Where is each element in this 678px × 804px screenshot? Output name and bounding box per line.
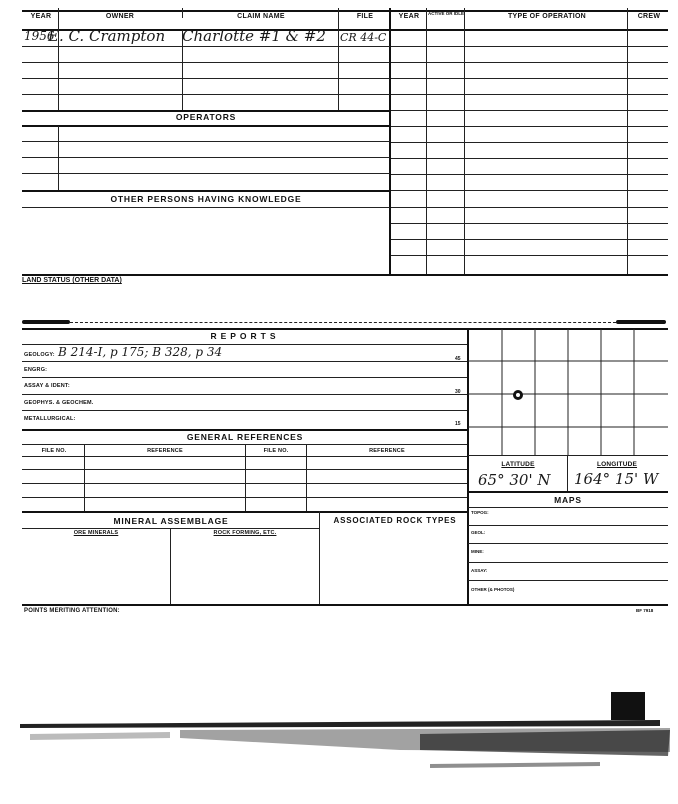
row-line — [391, 255, 668, 256]
maps-assay: ASSAY: — [471, 568, 488, 573]
scale-mark-45: 45 — [455, 356, 461, 362]
row-line — [391, 110, 668, 111]
grid-svg — [468, 329, 668, 455]
location-grid — [468, 329, 668, 455]
report-value-geology: B 214-I, p 175; B 328, p 34 — [58, 345, 223, 359]
divider — [245, 444, 246, 511]
maps-other: OTHER (& PHOTOS) — [471, 587, 515, 592]
row-line — [391, 94, 668, 95]
row-line — [22, 429, 468, 431]
latitude-label: LATITUDE — [501, 461, 535, 468]
divider — [58, 126, 59, 190]
maps-topog: TOPOG: — [471, 510, 489, 515]
header-year: YEAR — [30, 13, 52, 20]
gr-header-reference-2: REFERENCE — [369, 448, 405, 454]
row-line — [391, 223, 668, 224]
row-line — [22, 62, 390, 63]
divider — [182, 8, 183, 18]
header-crew: CREW — [637, 13, 661, 20]
mineral-assemblage-title: MINERAL ASSEMBLAGE — [113, 516, 229, 526]
row-line — [70, 322, 616, 323]
gr-header-reference-1: REFERENCE — [147, 448, 183, 454]
row-line — [391, 126, 668, 127]
row-line — [22, 361, 468, 362]
divider — [306, 444, 307, 511]
header-claim-name: CLAIM NAME — [237, 13, 285, 20]
maps-geol: GEOL: — [471, 530, 486, 535]
form-number: BF 7918 — [636, 608, 654, 613]
row-line — [468, 562, 668, 563]
latitude-value: 65° 30' N — [478, 471, 551, 489]
scale-mark-15: 15 — [455, 421, 461, 427]
row-line — [468, 491, 668, 493]
land-status-label: LAND STATUS (OTHER DATA) — [22, 277, 122, 284]
row-line — [22, 141, 390, 142]
row-line — [22, 207, 390, 208]
scan-block — [611, 692, 645, 720]
row-line — [22, 94, 390, 95]
row-line — [22, 173, 390, 174]
header-owner: OWNER — [105, 13, 135, 20]
report-label-geology: GEOLOGY: — [24, 352, 55, 358]
row-line — [391, 174, 668, 175]
general-references-title: GENERAL REFERENCES — [186, 432, 304, 442]
row-line — [391, 78, 668, 79]
scale-mark-30: 30 — [455, 389, 461, 395]
row-line — [22, 190, 390, 192]
top-border — [22, 10, 668, 12]
points-meriting-label: POINTS MERITING ATTENTION: — [24, 608, 120, 614]
row-line — [22, 604, 668, 606]
reports-title: REPORTS — [210, 331, 280, 341]
gr-header-file-no-2: FILE NO. — [263, 448, 289, 454]
row-line — [468, 525, 668, 526]
row-line — [22, 157, 390, 158]
report-label-assay: ASSAY & IDENT: — [24, 383, 70, 389]
row-line — [22, 410, 468, 411]
row-line — [22, 528, 320, 529]
divider — [84, 444, 85, 511]
header-file: FILE — [356, 13, 374, 20]
row1-year: 1956 — [24, 29, 55, 43]
longitude-value: 164° 15' W — [574, 470, 659, 488]
row1-file: CR 44-C — [340, 31, 387, 44]
gr-header-file-no-1: FILE NO. — [41, 448, 67, 454]
report-label-engrg: ENGRG: — [24, 367, 48, 373]
header-year-2: YEAR — [398, 13, 420, 20]
row-line — [391, 158, 668, 159]
row-line — [22, 511, 468, 513]
row1-owner: E. C. Crampton — [48, 27, 166, 45]
row1-claim-name: Charlotte #1 & #2 — [182, 27, 326, 45]
divider — [170, 528, 171, 604]
operators-title: OPERATORS — [175, 112, 237, 122]
location-marker-center — [516, 393, 520, 397]
divider — [319, 511, 320, 604]
row-line — [22, 78, 390, 79]
ore-minerals-header: ORE MINERALS — [73, 530, 119, 536]
row-line — [391, 207, 668, 208]
associated-rock-types-title: ASSOCIATED ROCK TYPES — [333, 516, 457, 525]
other-persons-title: OTHER PERSONS HAVING KNOWLEDGE — [110, 194, 302, 204]
rock-forming-header: ROCK FORMING, ETC. — [213, 530, 277, 536]
scan-mark — [616, 320, 666, 324]
longitude-label: LONGITUDE — [596, 461, 638, 468]
scan-artifact-svg — [0, 690, 678, 780]
row-line — [391, 62, 668, 63]
scan-streak — [20, 720, 660, 728]
header-active-or-idle: ACTIVE OR IDLE — [428, 11, 465, 16]
scan-mark — [22, 320, 70, 324]
maps-mine: MINE: — [471, 549, 484, 554]
header-type-of-operation: TYPE OF OPERATION — [507, 13, 587, 20]
row-line — [468, 455, 668, 456]
scan-smudge-dark — [420, 730, 670, 756]
scan-faint-streak — [30, 732, 170, 740]
row-line — [391, 46, 668, 47]
row-line — [468, 580, 668, 581]
row-line — [22, 394, 468, 395]
divider — [567, 456, 568, 491]
maps-title: MAPS — [554, 495, 582, 505]
row-line — [22, 377, 468, 378]
report-label-geophys: GEOPHYS. & GEOCHEM. — [24, 400, 94, 406]
row-line — [391, 142, 668, 143]
scan-artifact — [0, 690, 678, 780]
row-line — [391, 239, 668, 240]
row-line — [391, 190, 668, 191]
divider — [338, 8, 339, 30]
row-line — [468, 507, 668, 508]
report-label-metallurgical: METALLURGICAL: — [24, 416, 76, 422]
row-line — [22, 46, 390, 47]
row-line — [22, 274, 668, 276]
row-line — [22, 125, 390, 127]
scan-lower-streak — [430, 762, 600, 768]
divider — [338, 30, 339, 110]
row-line — [468, 543, 668, 544]
